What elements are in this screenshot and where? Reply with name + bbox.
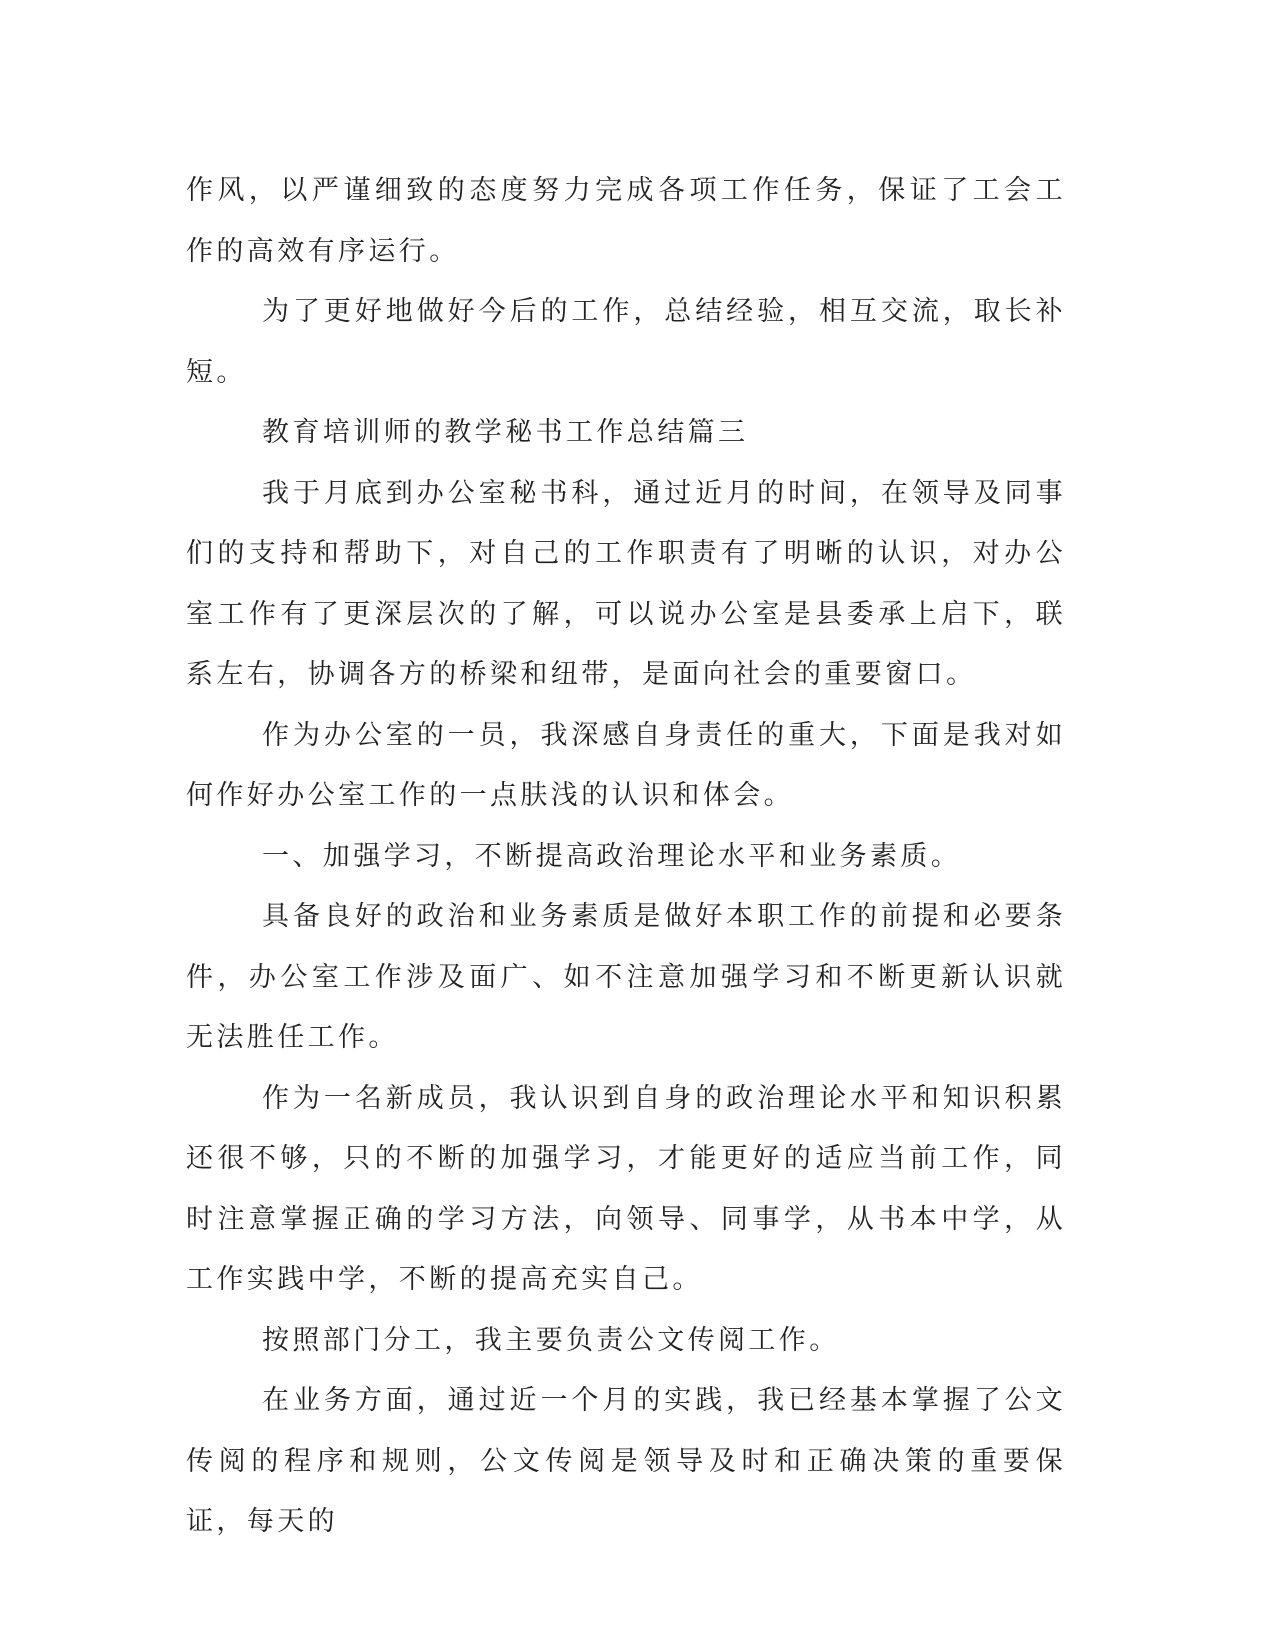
paragraph-6: 一、加强学习，不断提高政治理论水平和业务素质。 (262, 840, 962, 872)
paragraph-2: 为了更好地做好今后的工作，总结经验，相互交流，取长补短。 (186, 296, 1066, 388)
paragraph-7: 具备良好的政治和业务素质是做好本职工作的前提和必要条件，办公室工作涉及面广、如不注意加强学习和不断更新认识就无法胜任工作。 (186, 901, 1066, 1053)
document-body (186, 161, 1066, 1553)
paragraph-8: 作为一名新成员，我认识到自身的政治理论水平和知识积累还很不够，只的不断的加强学习，才能更好的适应当前工作，同时注意掌握正确的学习方法，向领导、同事学，从书本中学，从工作实践中学，不断的提高充实自己。 (186, 1082, 1066, 1295)
paragraph-9: 按照部门分工，我主要负责公文传阅工作。 (262, 1324, 840, 1356)
paragraph-1: 作风，以严谨细致的态度努力完成各项工作任务，保证了工会工作的高效有序运行。 (186, 175, 1066, 267)
section-heading: 教育培训师的教学秘书工作总结篇三 (262, 417, 749, 448)
paragraph-10: 在业务方面，通过近一个月的实践，我已经基本掌握了公文传阅的程序和规则，公文传阅是领导及时和正确决策的重要保证，每天的 (186, 1385, 1066, 1537)
paragraph-4: 我于月底到办公室秘书科，通过近月的时间，在领导及同事们的支持和帮助下，对自己的工作职责有了明晰的认识，对办公室工作有了更深层次的了解，可以说办公室是县委承上启下，联系左右，协调各方的桥梁和纽带，是面向社会的重要窗口。 (186, 477, 1066, 690)
paragraph-5: 作为办公室的一员，我深感自身责任的重大，下面是我对如何作好办公室工作的一点肤浅的认识和体会。 (186, 719, 1066, 811)
